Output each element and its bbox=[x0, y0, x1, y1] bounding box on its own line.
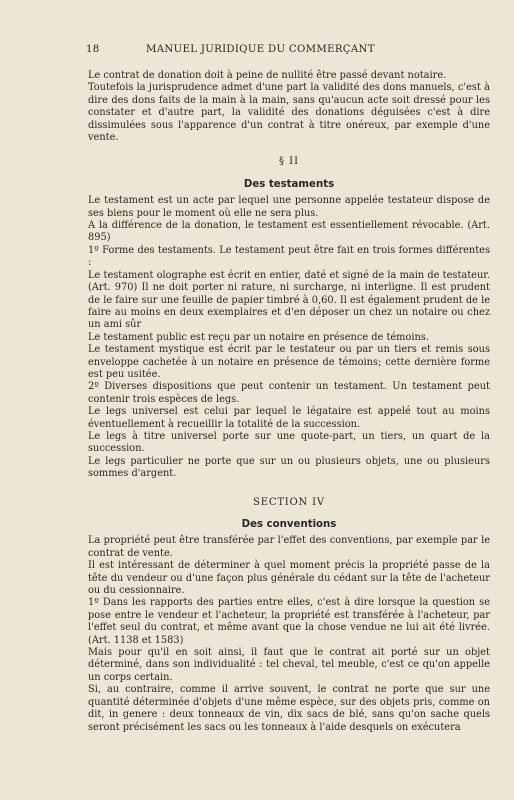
paragraph: Toutefois la jurisprudence admet d'une part la validité des dons manuels, c'est à dire des dons faits de la main à la main, sans qu'aucun acte soit dressé pour les constater et d'autre part, la validité des donations déguisées c'est à dire dissimulées sous l'apparence d'un contrat à titre onéreux, par exemple d'une vente. bbox=[88, 82, 490, 144]
paragraph: Le testament olographe est écrit en entier, daté et signé de la main de testateur. (Art. 970) Il ne doit porter ni rature, ni surcharge, ni interligne. Il est prudent de le faire sur une feuille de papier timbré à 0,60. Il est également prudent de le faire au moins en deux exemplaires et d'en déposer un chez un notaire ou chez un ami sûr bbox=[88, 269, 490, 331]
paragraph: Le testament public est reçu par un notaire en présence de témoins. bbox=[88, 331, 429, 343]
paragraph: Si, au contraire, comme il arrive souvent, le contrat ne porte que sur une quantité déterminée d'objets d'une même espèce, sur des objets pris, comme on dit, in genere : deux tonneaux de vin, dix sacs de blé, sans qu'on sache quels seront précisément les sacs ou les tonneaux à l'aide desquels on exécutera bbox=[88, 684, 490, 733]
page-header bbox=[86, 44, 494, 55]
page-body bbox=[88, 70, 490, 734]
paragraph: A la différence de la donation, le testament est essentiellement révocable. (Art. 895) bbox=[88, 220, 490, 244]
paragraph: Le legs particulier ne porte que sur un ou plusieurs objets, une ou plusieurs sommes d'argent. bbox=[88, 455, 490, 480]
paragraph: Il est intéressant de déterminer à quel moment précis la propriété passe de la tête du vendeur ou d'une façon plus générale du cédant sur la tête de l'acheteur ou du cessionnaire. bbox=[88, 560, 490, 597]
paragraph: La propriété peut être transférée par l'effet des conventions, par exemple par le contrat de vente. bbox=[88, 535, 490, 559]
page-number: 18 bbox=[86, 44, 100, 55]
section-mark: § II bbox=[278, 156, 300, 168]
heading-conventions: Des conventions bbox=[241, 519, 337, 530]
section-title: SECTION IV bbox=[253, 496, 325, 508]
running-title: MANUEL JURIDIQUE DU COMMERÇANT bbox=[146, 44, 375, 55]
paragraph: Mais pour qu'il en soit ainsi, il faut que le contrat ait porté sur un objet déterminé, dans son individualité : tel cheval, tel meuble, c'est ce qu'on appelle un corps certain. bbox=[88, 647, 490, 683]
heading-testaments: Des testaments bbox=[243, 178, 335, 190]
paragraph: Le legs universel est celui par lequel le légataire est appelé tout au moins éventuellement à recueillir la totalité de la succession. bbox=[88, 406, 490, 430]
paragraph: Le contrat de donation doit à peine de nullité être passé devant notaire. bbox=[88, 70, 447, 81]
paragraph: Le testament mystique est écrit par le testateur ou par un tiers et remis sous enveloppe cachetée à un notaire en présence de témoins; cette dernière forme est peu usitée. bbox=[88, 344, 490, 380]
paragraph: Le legs à titre universel porte sur une quote-part, un tiers, un quart de la succession. bbox=[88, 430, 490, 455]
paragraph: Le testament est un acte par lequel une personne appelée testateur dispose de ses biens pour le moment où elle ne sera plus. bbox=[88, 195, 490, 219]
paragraph: 1º Forme des testaments. Le testament peut être fait en trois formes différentes : bbox=[88, 244, 490, 269]
paragraph: 1º Dans les rapports des parties entre elles, c'est à dire lorsque la question se pose entre le vendeur et l'acheteur, la propriété est transférée à l'acheteur, par l'effet seul du contrat, et même avant que la chose vendue ne lui ait été livrée. (Art. 1138 et 1583) bbox=[88, 597, 490, 646]
paragraph: 2º Diverses dispositions que peut contenir un testament. Un testament peut contenir trois espèces de legs. bbox=[88, 381, 490, 405]
